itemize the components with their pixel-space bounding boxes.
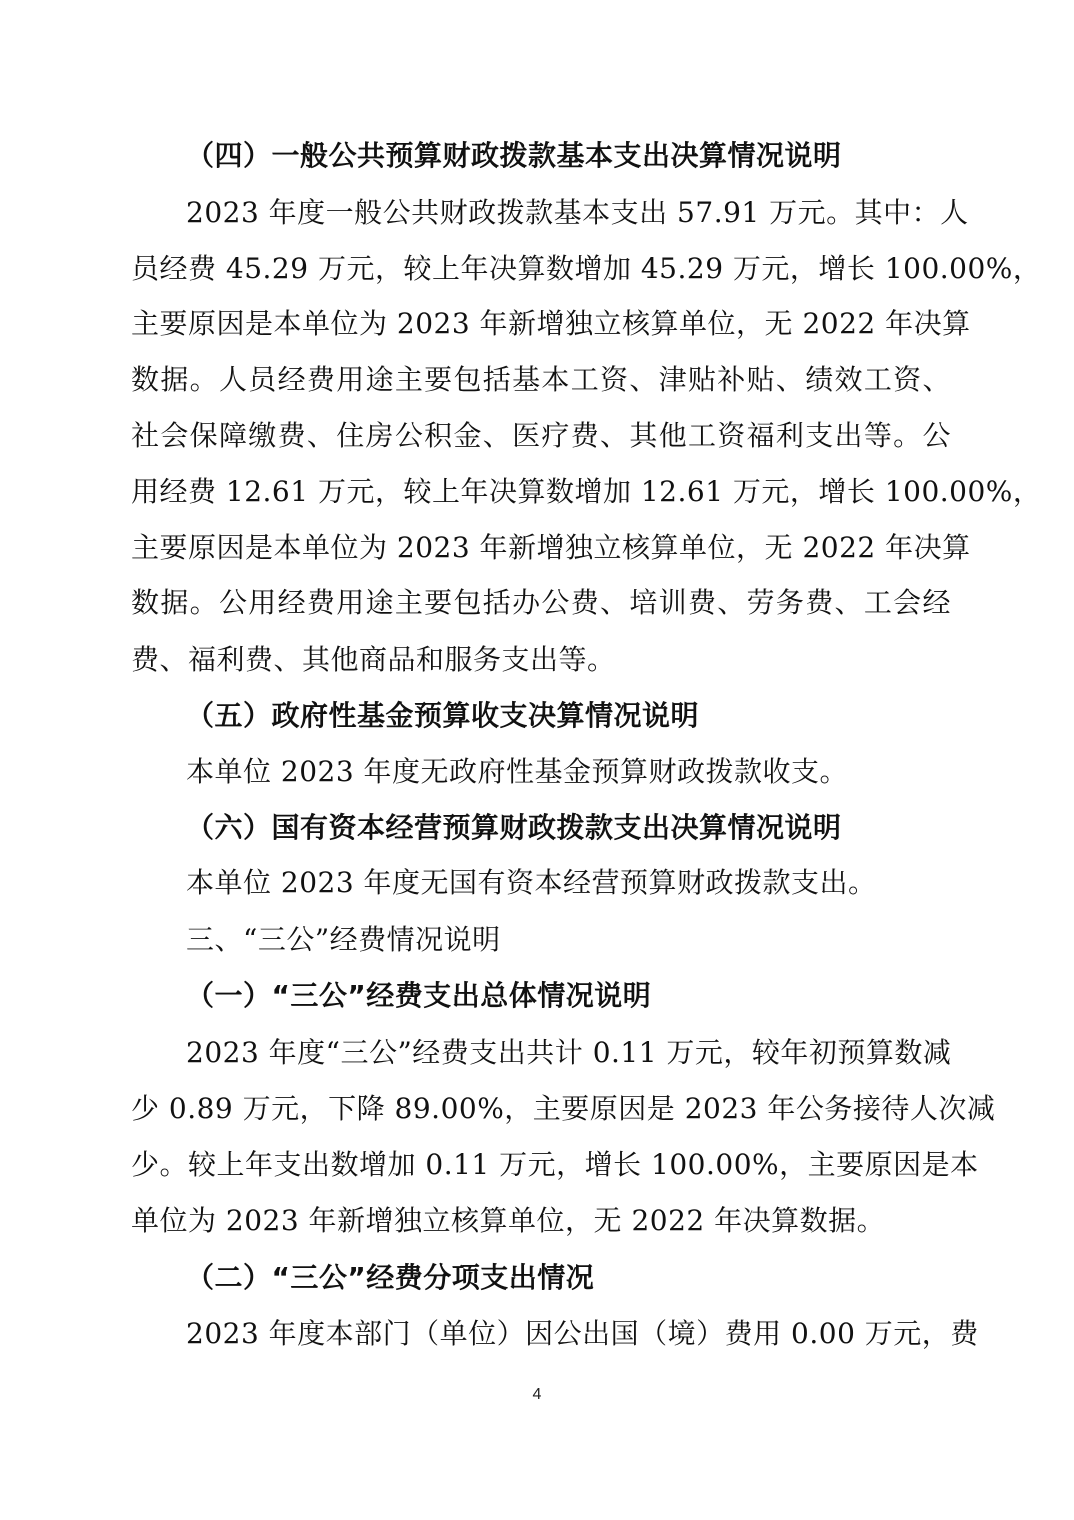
paragraph-line: 社会保障缴费、住房公积金、医疗费、其他工资福利支出等。公: [131, 419, 951, 452]
section-heading-3-1: （一）“三公”经费支出总体情况说明: [186, 979, 652, 1012]
paragraph-line: 用经费 12.61 万元，较上年决算数增加 12.61 万元，增长 100.00%，: [131, 475, 1042, 508]
paragraph-line: 2023 年度一般公共财政拨款基本支出 57.91 万元。其中：人: [186, 196, 969, 229]
section-heading-3-2: （二）“三公”经费分项支出情况: [186, 1261, 595, 1294]
paragraph-line: 少 0.89 万元，下降 89.00%，主要原因是 2023 年公务接待人次减: [131, 1092, 996, 1125]
paragraph-line: 少。较上年支出数增加 0.11 万元，增长 100.00%，主要原因是本: [131, 1148, 979, 1181]
paragraph-line: 单位为 2023 年新增独立核算单位，无 2022 年决算数据。: [131, 1204, 886, 1237]
page-number: 4: [532, 1386, 542, 1403]
paragraph-line: 数据。公用经费用途主要包括办公费、培训费、劳务费、工会经: [131, 586, 951, 619]
paragraph-line: 2023 年度“三公”经费支出共计 0.11 万元，较年初预算数减: [186, 1036, 952, 1069]
section-heading-6: （六）国有资本经营预算财政拨款支出决算情况说明: [186, 811, 842, 844]
paragraph-line: 员经费 45.29 万元，较上年决算数增加 45.29 万元，增长 100.00%，: [131, 252, 1042, 285]
section-heading-4: （四）一般公共预算财政拨款基本支出决算情况说明: [186, 139, 842, 172]
paragraph-line: 本单位 2023 年度无国有资本经营预算财政拨款支出。: [186, 866, 877, 899]
paragraph-line: 2023 年度本部门（单位）因公出国（境）费用 0.00 万元，费: [186, 1317, 979, 1350]
paragraph-line: 费、福利费、其他商品和服务支出等。: [131, 643, 616, 676]
paragraph-line: 主要原因是本单位为 2023 年新增独立核算单位，无 2022 年决算: [131, 307, 971, 340]
paragraph-line: 数据。人员经费用途主要包括基本工资、津贴补贴、绩效工资、: [131, 363, 951, 396]
chapter-heading-3: 三、“三公”经费情况说明: [186, 923, 501, 956]
paragraph-line: 本单位 2023 年度无政府性基金预算财政拨款收支。: [186, 755, 849, 788]
section-heading-5: （五）政府性基金预算收支决算情况说明: [186, 699, 700, 732]
paragraph-line: 主要原因是本单位为 2023 年新增独立核算单位，无 2022 年决算: [131, 531, 971, 564]
